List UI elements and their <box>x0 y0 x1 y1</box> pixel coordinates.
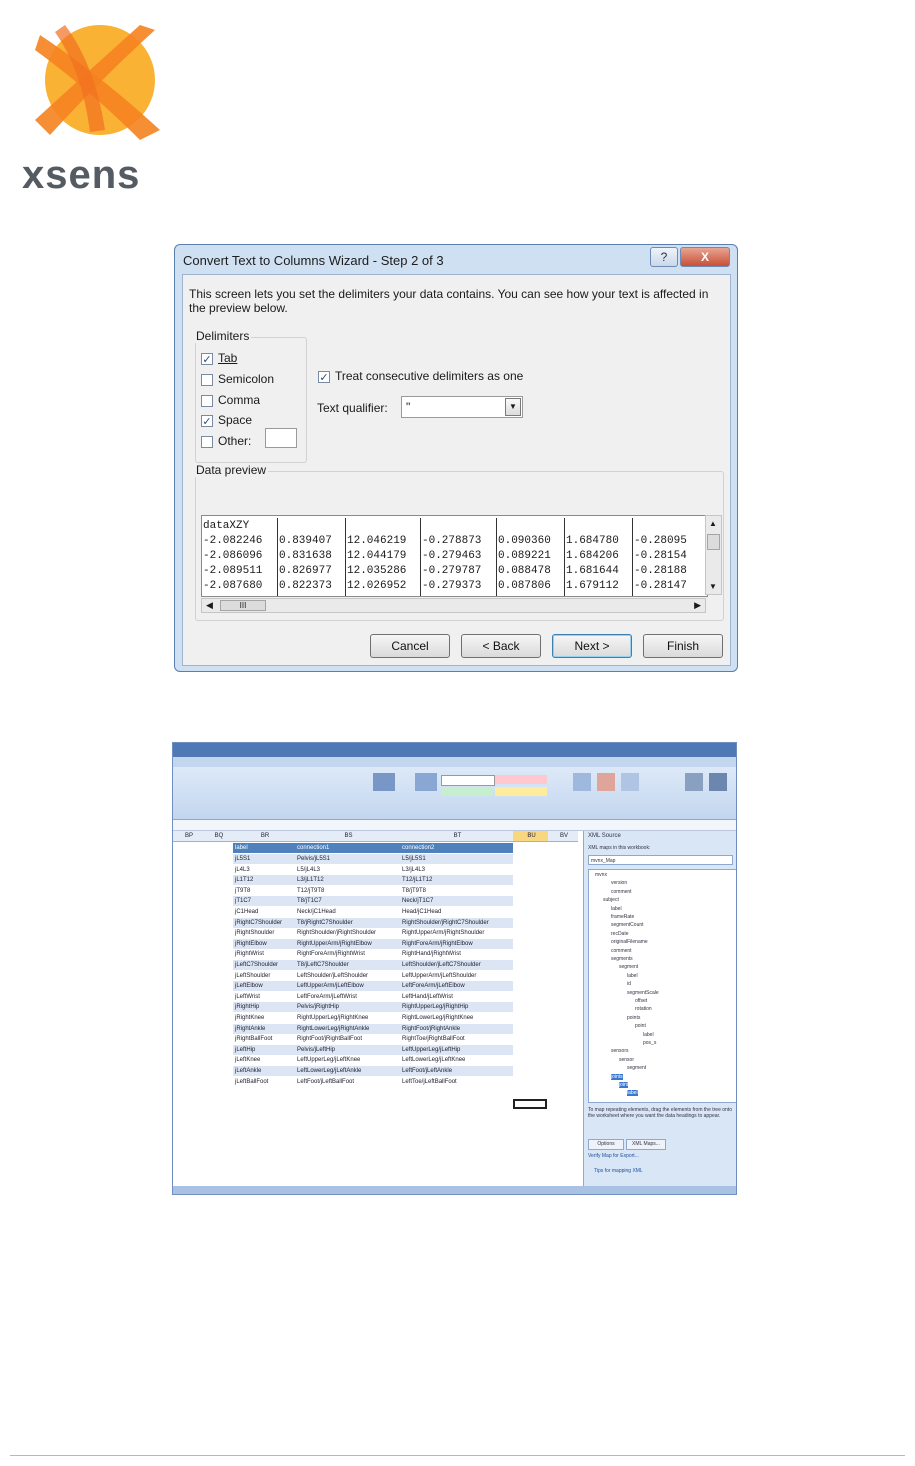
table-cell[interactable]: LeftHand/jLeftWrist <box>402 993 453 1000</box>
table-row <box>173 1045 513 1055</box>
conditional-formatting-icon <box>373 773 395 791</box>
table-cell[interactable]: LeftUpperLeg/jLeftKnee <box>297 1057 361 1064</box>
other-delimiter-input[interactable] <box>265 428 297 448</box>
xml-source-title: XML Source <box>588 833 621 839</box>
column-break-line[interactable] <box>345 518 346 596</box>
preview-cell: 1.679112 <box>566 580 619 592</box>
table-row <box>173 1013 513 1023</box>
semicolon-checkbox[interactable] <box>201 372 274 388</box>
xml-tree-node[interactable]: frameRate <box>611 914 635 920</box>
close-button[interactable]: X <box>680 247 730 267</box>
excel-ribbon <box>173 767 737 820</box>
data-preview-label: Data preview <box>196 463 267 477</box>
xml-tree-node[interactable]: label <box>627 1090 638 1097</box>
table-cell[interactable]: LeftUpperArm/jLeftShoulder <box>402 972 477 979</box>
table-cell[interactable]: LeftLowerLeg/jLeftKnee <box>402 1057 466 1064</box>
table-cell[interactable]: jRightKnee <box>235 1015 265 1021</box>
comma-checkbox[interactable] <box>201 393 260 409</box>
checkbox-unchecked-icon <box>201 374 213 386</box>
table-cell[interactable]: L3/jL4L3 <box>402 866 426 873</box>
tab-label: Tab <box>218 351 238 365</box>
xml-tree-node[interactable]: version <box>611 880 628 887</box>
table-cell[interactable]: jL1T12 <box>235 877 254 884</box>
table-cell[interactable]: jLeftElbow <box>235 983 263 990</box>
table-cell[interactable]: jLeftShoulder <box>235 972 271 979</box>
xml-tree-node[interactable]: subject <box>603 897 619 904</box>
preview-cell: -2.086096 <box>203 550 263 562</box>
options-button[interactable]: Options <box>588 1139 624 1150</box>
table-cell[interactable]: RightHand/jRightWrist <box>402 951 461 958</box>
table-cell[interactable]: RightUpperArm/jRightElbow <box>297 940 372 947</box>
preview-cell: 0.831638 <box>279 550 332 562</box>
table-cell[interactable]: Neck/jT1C7 <box>402 898 434 905</box>
table-cell[interactable]: T8/jLeftC7Shoulder <box>297 962 349 968</box>
table-row <box>173 928 513 938</box>
column-break-line[interactable] <box>564 518 565 596</box>
table-row <box>173 1077 513 1087</box>
preview-cell: 0.088478 <box>498 565 551 577</box>
table-cell[interactable]: RightShoulder/jRightC7Shoulder <box>402 919 489 926</box>
xml-tree-node[interactable]: offset <box>635 998 648 1004</box>
column-header[interactable]: BQ <box>214 833 224 839</box>
xml-tree-node[interactable]: rotation <box>635 1006 652 1013</box>
table-header-row <box>233 843 513 853</box>
checkbox-checked-icon: ✓ <box>202 353 212 366</box>
xml-tree-node[interactable]: id <box>627 981 631 988</box>
table-cell[interactable]: LeftShoulder/jLeftShoulder <box>297 972 369 979</box>
table-header[interactable]: label <box>235 845 248 851</box>
table-row <box>173 939 513 949</box>
delete-cells-icon <box>597 773 615 791</box>
table-cell[interactable]: jRightAnkle <box>235 1025 266 1032</box>
table-row <box>173 1055 513 1065</box>
consecutive-label: Treat consecutive delimiters as one <box>335 369 524 383</box>
table-row <box>173 949 513 959</box>
find-select-icon <box>709 773 727 791</box>
table-cell[interactable]: LeftUpperLeg/jLeftHip <box>402 1046 461 1053</box>
scroll-thumb[interactable]: III <box>220 600 266 611</box>
xml-tree-node[interactable]: originalFilename <box>611 939 648 946</box>
xml-tree-node[interactable]: segment <box>627 1065 647 1072</box>
scroll-down-icon[interactable]: ▼ <box>709 582 717 591</box>
preview-cell: 1.684206 <box>566 550 619 562</box>
active-cell[interactable] <box>513 1099 547 1109</box>
table-row <box>173 865 513 875</box>
column-header[interactable]: BP <box>184 833 193 839</box>
table-cell[interactable]: T12/jT9T8 <box>297 887 325 894</box>
table-cell[interactable]: jRightWrist <box>235 951 264 958</box>
style-normal-swatch <box>441 775 495 786</box>
excel-title-bar <box>173 743 737 757</box>
table-cell[interactable]: T8/jT9T8 <box>402 887 427 894</box>
preview-cell: -0.279787 <box>422 565 482 577</box>
table-cell[interactable]: LeftFoot/jLeftAnkle <box>402 1068 453 1074</box>
column-header[interactable]: BS <box>344 833 353 839</box>
xsens-logo <box>10 20 190 197</box>
xsens-logo-mark <box>10 20 190 150</box>
table-cell[interactable]: LeftLowerLeg/jLeftAnkle <box>297 1068 362 1074</box>
checkbox-unchecked-icon <box>201 395 213 407</box>
style-good-swatch <box>441 787 493 796</box>
column-break-line[interactable] <box>277 518 278 596</box>
preview-cell: -0.278873 <box>422 535 482 547</box>
other-label: Other: <box>218 434 252 448</box>
table-row <box>173 918 513 928</box>
column-header[interactable]: BR <box>260 833 270 839</box>
checkbox-checked-icon: ✓ <box>202 415 212 428</box>
format-cells-icon <box>621 773 639 791</box>
preview-cell: -2.087680 <box>203 580 263 592</box>
xml-tree-node[interactable]: comment <box>611 888 632 895</box>
table-cell[interactable]: jC1Head <box>235 909 259 915</box>
table-cell[interactable]: jRightHip <box>235 1004 260 1011</box>
table-cell[interactable]: jLeftAnkle <box>235 1068 262 1074</box>
xml-source-pane <box>583 831 737 1186</box>
table-cell[interactable]: jRightBallFoot <box>235 1036 273 1043</box>
table-cell[interactable]: RightLowerLeg/jRightAnkle <box>297 1025 370 1032</box>
table-cell[interactable]: jT9T8 <box>235 887 251 894</box>
table-row <box>173 907 513 917</box>
table-row <box>173 971 513 981</box>
data-preview-table[interactable] <box>201 515 708 597</box>
table-cell[interactable]: Pelvis/jL5S1 <box>297 856 331 862</box>
xml-tree-node[interactable]: segment <box>619 964 639 971</box>
excel-screenshot <box>172 742 737 1195</box>
tab-checkbox[interactable] <box>201 351 237 367</box>
preview-horizontal-scrollbar[interactable] <box>201 598 706 613</box>
xml-tree-node[interactable]: joints <box>611 1073 623 1080</box>
preview-cell: -0.279373 <box>422 580 482 592</box>
xml-tree-node[interactable]: sensors <box>611 1048 629 1055</box>
table-cell[interactable]: RightFoot/jRightAnkle <box>402 1025 461 1032</box>
xml-tree-node[interactable]: joint <box>619 1082 629 1088</box>
space-label: Space <box>218 413 253 427</box>
preview-cell: 12.035286 <box>347 565 407 577</box>
chevron-down-icon[interactable]: ▼ <box>505 398 521 416</box>
table-cell[interactable]: jRightElbow <box>235 940 267 947</box>
table-cell[interactable]: L3/jL1T12 <box>297 877 324 884</box>
table-cell[interactable]: Pelvis/jRightHip <box>297 1004 340 1011</box>
table-cell[interactable]: L5/jL4L3 <box>297 866 321 873</box>
table-row <box>173 1034 513 1044</box>
back-button[interactable]: < Back <box>461 634 541 658</box>
checkbox-checked-icon: ✓ <box>319 371 329 384</box>
table-row <box>173 1024 513 1034</box>
dialog-title: Convert Text to Columns Wizard - Step 2 of 3 <box>183 253 444 268</box>
preview-cell: dataXZY <box>203 520 250 532</box>
excel-formula-bar <box>173 820 737 831</box>
tips-link[interactable]: Tips for mapping XML <box>594 1168 643 1174</box>
xml-tree-node[interactable]: point <box>635 1023 646 1030</box>
preview-cell: 12.026952 <box>347 580 407 592</box>
preview-cell: 0.826977 <box>279 565 332 577</box>
table-cell[interactable]: Pelvis/jLeftHip <box>297 1046 336 1053</box>
table-cell[interactable]: jT1C7 <box>235 898 252 905</box>
next-button[interactable]: Next > <box>552 634 632 658</box>
table-cell[interactable]: LeftShoulder/jLeftC7Shoulder <box>402 962 481 968</box>
xml-help-text: To map repeating elements, drag the elements from the tree onto the worksheet where you want the data headings to appear. <box>588 1107 732 1119</box>
help-button[interactable]: ? <box>650 247 678 267</box>
table-cell[interactable]: RightUpperLeg/jRightKnee <box>297 1015 369 1021</box>
preview-cell: 12.046219 <box>347 535 407 547</box>
table-header[interactable]: connection1 <box>297 845 330 851</box>
table-cell[interactable]: LeftFoot/jLeftBallFoot <box>297 1078 355 1085</box>
table-cell[interactable]: jL5S1 <box>235 856 251 862</box>
table-row <box>173 960 513 970</box>
table-row <box>173 854 513 864</box>
preview-cell: 0.090360 <box>498 535 551 547</box>
table-row <box>173 875 513 885</box>
xml-element-tree[interactable] <box>588 869 737 1103</box>
insert-cells-icon <box>573 773 591 791</box>
space-checkbox[interactable] <box>201 413 252 429</box>
xml-tree-node[interactable]: segments <box>611 956 633 962</box>
xml-maps-label: XML maps in this workbook: <box>588 845 651 851</box>
preview-cell: -0.28154 <box>634 550 687 562</box>
table-row <box>173 886 513 896</box>
table-cell[interactable]: LeftUpperArm/jLeftElbow <box>297 983 364 990</box>
preview-cell: 0.822373 <box>279 580 332 592</box>
table-row <box>173 981 513 991</box>
preview-cell: -0.279463 <box>422 550 482 562</box>
checkbox-unchecked-icon <box>201 436 213 448</box>
column-header[interactable]: BU <box>513 831 548 841</box>
table-row <box>173 1002 513 1012</box>
table-cell[interactable]: Neck/jC1Head <box>297 909 336 915</box>
table-cell[interactable]: RightForeArm/jRightWrist <box>297 951 365 958</box>
text-qualifier-label: Text qualifier: <box>317 401 388 415</box>
table-cell[interactable]: jLeftC7Shoulder <box>235 962 279 968</box>
table-cell[interactable]: T8/jT1C7 <box>297 898 322 905</box>
table-cell[interactable]: jLeftWrist <box>235 993 260 1000</box>
text-qualifier-value: " <box>406 400 411 414</box>
preview-cell: 0.087806 <box>498 580 551 592</box>
column-break-line[interactable] <box>632 518 633 596</box>
consecutive-delimiters-checkbox[interactable] <box>318 369 523 385</box>
style-bad-swatch <box>495 775 547 784</box>
xml-tree-node[interactable]: label <box>627 972 638 979</box>
table-cell[interactable]: jLeftBallFoot <box>235 1078 269 1085</box>
dialog-body <box>182 274 731 666</box>
table-cell[interactable]: RightUpperArm/jRightShoulder <box>402 930 485 937</box>
other-checkbox[interactable] <box>201 434 251 450</box>
column-header[interactable]: BV <box>559 833 568 839</box>
table-cell[interactable]: RightForeArm/jRightElbow <box>402 940 473 947</box>
table-cell[interactable]: jL4L3 <box>235 866 250 873</box>
preview-cell: 12.044179 <box>347 550 407 562</box>
scroll-right-icon[interactable]: ▶ <box>694 600 701 610</box>
xml-tree-node[interactable]: pos_s <box>643 1040 657 1046</box>
text-qualifier-select[interactable] <box>401 396 523 418</box>
table-cell[interactable]: RightToe/jRightBallFoot <box>402 1036 465 1043</box>
column-break-line[interactable] <box>496 518 497 596</box>
xsens-wordmark: xsens <box>22 153 141 197</box>
table-cell[interactable]: RightLowerLeg/jRightKnee <box>402 1015 474 1021</box>
format-table-icon <box>415 773 437 791</box>
excel-worksheet[interactable] <box>173 831 578 1176</box>
preview-cell: -0.28188 <box>634 565 687 577</box>
sort-filter-icon <box>685 773 703 791</box>
xml-tree-node[interactable]: sensor <box>619 1056 635 1063</box>
footer-rule <box>10 1455 905 1456</box>
excel-ribbon-tabs <box>173 757 737 767</box>
scroll-up-icon[interactable]: ▲ <box>709 519 717 528</box>
preview-cell: 1.681644 <box>566 565 619 577</box>
xml-tree-node[interactable]: comment <box>611 947 632 954</box>
table-cell[interactable]: Head/jC1Head <box>402 909 442 915</box>
finish-button[interactable]: Finish <box>643 634 723 658</box>
scroll-left-icon[interactable]: ◀ <box>206 600 213 610</box>
dialog-description: This screen lets you set the delimiters your data contains. You can see how your text is affected in the preview below. <box>189 287 709 315</box>
preview-cell: 0.089221 <box>498 550 551 562</box>
cancel-button[interactable]: Cancel <box>370 634 450 658</box>
comma-label: Comma <box>218 393 261 407</box>
table-row <box>173 1066 513 1076</box>
table-cell[interactable]: RightShoulder/jRightShoulder <box>297 930 377 937</box>
column-break-line[interactable] <box>420 518 421 596</box>
table-header[interactable]: connection2 <box>402 845 435 851</box>
scroll-thumb[interactable] <box>707 534 720 550</box>
table-cell[interactable]: jRightShoulder <box>235 930 275 937</box>
table-row <box>173 992 513 1002</box>
table-cell[interactable]: T12/jL1T12 <box>402 877 433 884</box>
excel-status-bar <box>173 1186 737 1195</box>
xml-tree-node[interactable]: points <box>627 1014 641 1021</box>
preview-cell: -0.28095 <box>634 535 687 547</box>
verify-map-link[interactable]: Verify Map for Export... <box>588 1153 639 1159</box>
table-cell[interactable]: jRightC7Shoulder <box>235 919 283 926</box>
table-cell[interactable]: RightFoot/jRightBallFoot <box>297 1036 363 1043</box>
text-to-columns-dialog <box>174 244 738 672</box>
preview-cell: -0.28147 <box>634 580 687 592</box>
xml-tree-node[interactable]: mvnx <box>595 872 607 878</box>
preview-cell: -2.082246 <box>203 535 263 547</box>
xml-tree-node[interactable]: label <box>643 1031 654 1038</box>
delimiters-label: Delimiters <box>196 329 250 343</box>
table-cell[interactable]: LeftToe/jLeftBallFoot <box>402 1078 457 1085</box>
xml-tree-node[interactable]: segmentCount <box>611 922 644 929</box>
table-cell[interactable]: LeftForeArm/jLeftElbow <box>402 983 465 990</box>
preview-cell: -2.089511 <box>203 565 263 577</box>
table-cell[interactable]: jLeftHip <box>235 1046 256 1053</box>
preview-cell: 1.684780 <box>566 535 619 547</box>
table-cell[interactable]: jLeftKnee <box>235 1057 261 1064</box>
xml-tree-node[interactable]: segmentScale <box>627 989 659 996</box>
preview-vertical-scrollbar[interactable] <box>705 515 722 595</box>
column-headers <box>173 831 578 842</box>
xml-tree-node[interactable]: recDate <box>611 930 629 937</box>
table-row <box>173 896 513 906</box>
semicolon-label: Semicolon <box>218 372 275 386</box>
table-cell[interactable]: RightUpperLeg/jRightHip <box>402 1004 469 1011</box>
table-cell[interactable]: T8/jRightC7Shoulder <box>297 919 353 926</box>
column-header[interactable]: BT <box>453 833 462 839</box>
xml-maps-button[interactable]: XML Maps... <box>626 1139 666 1150</box>
style-neutral-swatch <box>495 787 547 796</box>
preview-cell: 0.839407 <box>279 535 332 547</box>
xml-tree-node[interactable]: label <box>611 905 622 912</box>
table-cell[interactable]: LeftForeArm/jLeftWrist <box>297 993 357 1000</box>
table-cell[interactable]: L5/jL5S1 <box>402 856 426 862</box>
xml-map-select[interactable]: mvnx_Map <box>588 855 733 865</box>
